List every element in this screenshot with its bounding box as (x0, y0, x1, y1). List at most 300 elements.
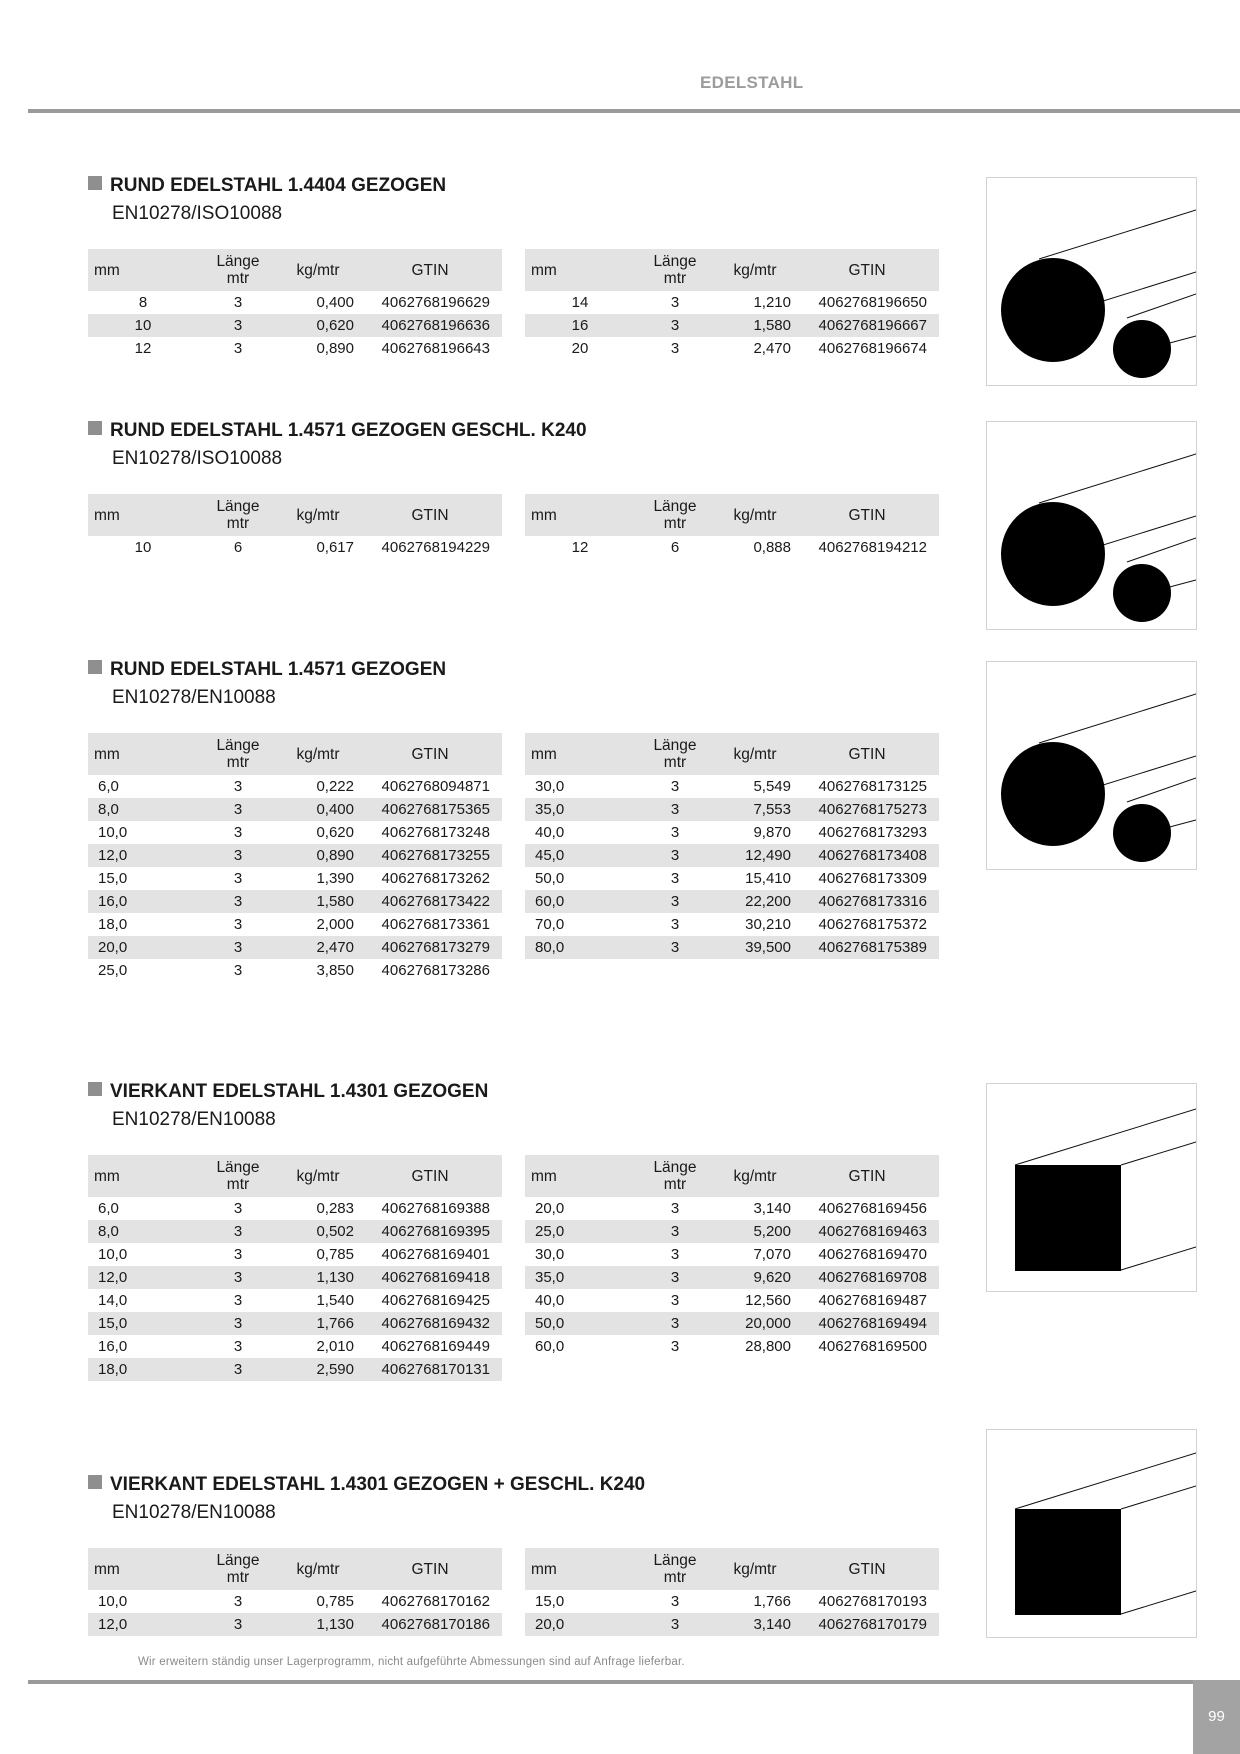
table-cell: 0,283 (316, 1200, 354, 1217)
table-cell: 15,0 (88, 1312, 198, 1335)
table-row (88, 844, 502, 867)
table-row (88, 890, 502, 913)
header-laenge-text: Länge mtr (216, 498, 260, 532)
table-cell: 2,590 (278, 1358, 358, 1381)
table-cell: 4062768169425 (381, 1292, 490, 1309)
section-title (88, 420, 587, 442)
table-cell: 10,0 (98, 1246, 128, 1263)
table-cell: 1,766 (753, 1593, 791, 1610)
table-cell: 12,0 (88, 1613, 198, 1636)
table-cell: 3 (198, 936, 278, 959)
table-row (525, 798, 939, 821)
table-cell: 4062768169418 (358, 1266, 502, 1289)
header-laenge (198, 494, 278, 536)
header-laenge (198, 1155, 278, 1197)
table-cell: 3 (670, 1200, 680, 1217)
header-mm: mm (88, 494, 198, 536)
table-cell: 12,560 (745, 1292, 791, 1309)
table-cell: 4062768196667 (795, 314, 939, 337)
header-laenge-text: Länge mtr (216, 253, 260, 287)
table-cell: 0,890 (316, 340, 354, 357)
table-cell: 3 (198, 798, 278, 821)
table-cell: 0,222 (316, 778, 354, 795)
table-cell: 45,0 (525, 844, 635, 867)
table-cell: 4062768094871 (381, 778, 490, 795)
table-header-row (88, 249, 502, 291)
table-cell: 4062768173293 (818, 824, 927, 841)
table-cell: 20,0 (88, 936, 198, 959)
section-title-text: RUND EDELSTAHL 1.4571 GEZOGEN GESCHL. K240 (110, 420, 587, 441)
table-row (88, 936, 502, 959)
section-title (88, 175, 446, 197)
spec-table-left (88, 249, 502, 360)
table-cell: 3 (670, 1593, 680, 1610)
table-row (525, 890, 939, 913)
table-cell: 50,0 (525, 1312, 635, 1335)
header-laenge (198, 733, 278, 775)
table-cell: 4062768173125 (818, 778, 927, 795)
table-row (88, 959, 502, 982)
table-cell: 4062768169463 (795, 1220, 939, 1243)
table-cell: 4062768169470 (818, 1246, 927, 1263)
page-number: 99 (1193, 1680, 1240, 1754)
table-cell: 4062768173316 (795, 890, 939, 913)
table-cell: 70,0 (535, 916, 565, 933)
header-laenge-text: Länge mtr (653, 1159, 697, 1193)
table-cell: 16 (525, 314, 635, 337)
table-cell: 35,0 (525, 1266, 635, 1289)
round-bar-illustration (986, 421, 1197, 630)
table-cell: 60,0 (535, 1338, 565, 1355)
table-cell: 4062768169401 (381, 1246, 490, 1263)
table-cell: 3 (198, 1312, 278, 1335)
square-bullet-icon (88, 176, 102, 190)
header-gtin: GTIN (795, 1548, 939, 1590)
table-header-row (88, 1548, 502, 1590)
table-cell: 3 (635, 844, 715, 867)
header-kg-mtr: kg/mtr (715, 1155, 795, 1197)
table-cell: 3 (198, 1358, 278, 1381)
table-cell: 10,0 (98, 1593, 128, 1610)
table-cell: 5,549 (753, 778, 791, 795)
table-row (88, 1335, 502, 1358)
table-cell: 8 (138, 294, 148, 311)
spec-table-left (88, 733, 502, 982)
table-cell: 20,0 (535, 1200, 565, 1217)
section-title-text: VIERKANT EDELSTAHL 1.4301 GEZOGEN + GESCHL. K240 (110, 1474, 646, 1495)
header-laenge (635, 1548, 715, 1590)
table-cell: 18,0 (88, 1358, 198, 1381)
square-bullet-icon (88, 1082, 102, 1096)
footer-note: Wir erweitern ständig unser Lagerprogramm, nicht aufgeführte Abmessungen sind auf Anfrage lieferbar. (138, 1656, 685, 1668)
table-cell: 6,0 (98, 1200, 119, 1217)
header-kg-mtr: kg/mtr (715, 733, 795, 775)
table-cell: 3 (233, 916, 243, 933)
table-row (525, 775, 939, 798)
table-cell: 4062768169432 (358, 1312, 502, 1335)
table-cell: 20,000 (715, 1312, 795, 1335)
table-cell: 4062768169494 (795, 1312, 939, 1335)
spec-table-right (525, 249, 939, 360)
table-row (88, 821, 502, 844)
table-row (88, 1312, 502, 1335)
table-cell: 0,617 (316, 539, 354, 556)
square-bullet-icon (88, 660, 102, 674)
table-row (525, 1335, 939, 1358)
section-title-text: VIERKANT EDELSTAHL 1.4301 GEZOGEN (110, 1081, 489, 1102)
header-gtin: GTIN (795, 249, 939, 291)
table-cell: 3 (635, 1220, 715, 1243)
table-cell: 0,890 (278, 844, 358, 867)
table-cell: 25,0 (98, 962, 128, 979)
header-kg-mtr: kg/mtr (278, 249, 358, 291)
header-gtin: GTIN (795, 733, 939, 775)
spec-table-left (88, 494, 502, 559)
table-cell: 35,0 (525, 798, 635, 821)
table-cell: 3 (635, 798, 715, 821)
round-bar-illustration (986, 177, 1197, 386)
table-cell: 4062768196643 (381, 340, 490, 357)
table-cell: 4062768169487 (818, 1292, 927, 1309)
header-mm: mm (88, 733, 198, 775)
header-mm: mm (525, 494, 635, 536)
table-cell: 2,010 (316, 1338, 354, 1355)
table-cell: 1,580 (715, 314, 795, 337)
header-divider (28, 109, 1240, 113)
table-row (525, 1197, 939, 1220)
section-subtitle: EN10278/EN10088 (112, 1109, 276, 1130)
table-cell: 4062768173408 (795, 844, 939, 867)
table-cell: 2,000 (316, 916, 354, 933)
table-cell: 3 (670, 916, 680, 933)
table-cell: 3 (198, 1613, 278, 1636)
square-bar-illustration (986, 1083, 1197, 1292)
table-cell: 4062768170162 (381, 1593, 490, 1610)
table-cell: 12,490 (715, 844, 795, 867)
header-laenge (635, 249, 715, 291)
header-gtin: GTIN (358, 1155, 502, 1197)
table-cell: 12,0 (88, 1266, 198, 1289)
section-title (88, 1474, 645, 1496)
table-cell: 10 (88, 314, 198, 337)
table-row (88, 1266, 502, 1289)
table-cell: 4062768169449 (381, 1338, 490, 1355)
table-cell: 3,850 (316, 962, 354, 979)
header-laenge-text: Länge mtr (653, 737, 697, 771)
square-bar-icon (987, 1430, 1196, 1637)
round-bar-icon (987, 178, 1196, 385)
table-cell: 4062768170131 (358, 1358, 502, 1381)
table-cell: 4062768196674 (818, 340, 927, 357)
table-row (525, 844, 939, 867)
table-row (88, 314, 502, 337)
table-row (525, 1613, 939, 1636)
table-cell: 3 (198, 314, 278, 337)
table-cell: 3 (670, 870, 680, 887)
header-mm: mm (88, 249, 198, 291)
table-cell: 3 (670, 1292, 680, 1309)
table-row (525, 936, 939, 959)
table-cell: 39,500 (715, 936, 795, 959)
table-cell: 20 (571, 340, 589, 357)
header-kg-mtr: kg/mtr (278, 1155, 358, 1197)
table-cell: 8,0 (88, 798, 198, 821)
table-cell: 28,800 (745, 1338, 791, 1355)
table-cell: 3 (233, 824, 243, 841)
table-row (525, 913, 939, 936)
table-cell: 1,540 (316, 1292, 354, 1309)
table-header-row (88, 733, 502, 775)
table-cell: 4062768173309 (818, 870, 927, 887)
table-cell: 3 (670, 1338, 680, 1355)
table-cell: 4062768170179 (795, 1613, 939, 1636)
table-row (525, 1312, 939, 1335)
header-mm: mm (88, 1548, 198, 1590)
table-cell: 3 (233, 1338, 243, 1355)
table-cell: 18,0 (98, 916, 128, 933)
table-cell: 0,502 (278, 1220, 358, 1243)
table-cell: 8,0 (88, 1220, 198, 1243)
header-gtin: GTIN (358, 249, 502, 291)
table-cell: 14,0 (98, 1292, 128, 1309)
table-cell: 3 (670, 340, 680, 357)
header-kg-mtr: kg/mtr (278, 733, 358, 775)
table-cell: 3 (233, 1246, 243, 1263)
table-cell: 4062768196636 (358, 314, 502, 337)
table-cell: 7,070 (753, 1246, 791, 1263)
header-mm: mm (525, 733, 635, 775)
table-cell: 6,0 (98, 778, 119, 795)
table-cell: 3 (233, 962, 243, 979)
table-cell: 15,0 (535, 1593, 565, 1610)
header-kg-mtr: kg/mtr (715, 494, 795, 536)
table-header-row (525, 1155, 939, 1197)
table-cell: 4062768194229 (381, 539, 490, 556)
spec-table-left (88, 1548, 502, 1636)
header-mm: mm (525, 1155, 635, 1197)
table-row (88, 536, 502, 559)
table-cell: 4062768175389 (795, 936, 939, 959)
table-cell: 4062768170186 (358, 1613, 502, 1636)
table-cell: 1,390 (316, 870, 354, 887)
section-title (88, 659, 446, 681)
table-cell: 4062768173279 (358, 936, 502, 959)
table-row (88, 1590, 502, 1613)
table-row (88, 291, 502, 314)
table-cell: 0,620 (316, 824, 354, 841)
table-row (525, 1220, 939, 1243)
table-row (525, 1590, 939, 1613)
header-laenge-text: Länge mtr (216, 1552, 260, 1586)
table-cell: 12 (571, 539, 589, 556)
table-cell: 20,0 (525, 1613, 635, 1636)
table-cell: 40,0 (535, 824, 565, 841)
table-cell: 15,0 (98, 870, 128, 887)
table-cell: 3 (670, 294, 680, 311)
table-cell: 15,410 (745, 870, 791, 887)
table-row (525, 536, 939, 559)
table-cell: 10 (134, 539, 152, 556)
page-header-title: EDELSTAHL (700, 73, 804, 92)
table-cell: 3 (233, 1200, 243, 1217)
spec-table-right (525, 494, 939, 559)
table-cell: 4062768173262 (381, 870, 490, 887)
table-row (88, 1289, 502, 1312)
section-subtitle: EN10278/ISO10088 (112, 448, 283, 469)
table-cell: 3 (635, 936, 715, 959)
table-cell: 6 (233, 539, 243, 556)
table-row (525, 1289, 939, 1312)
table-cell: 50,0 (535, 870, 565, 887)
table-cell: 3 (670, 778, 680, 795)
table-row (88, 798, 502, 821)
table-cell: 3 (670, 824, 680, 841)
table-cell: 3 (198, 890, 278, 913)
table-cell: 3 (670, 1246, 680, 1263)
table-row (525, 337, 939, 360)
header-laenge-text: Länge mtr (216, 1159, 260, 1193)
table-row (88, 1613, 502, 1636)
table-cell: 4062768173361 (381, 916, 490, 933)
table-cell: 4062768196629 (381, 294, 490, 311)
table-cell: 9,620 (715, 1266, 795, 1289)
table-cell: 4062768169500 (818, 1338, 927, 1355)
header-kg-mtr: kg/mtr (715, 249, 795, 291)
table-cell: 4062768194212 (818, 539, 927, 556)
table-cell: 4062768175372 (818, 916, 927, 933)
table-cell: 3 (198, 1220, 278, 1243)
table-cell: 3 (635, 890, 715, 913)
header-mm: mm (88, 1155, 198, 1197)
table-row (88, 337, 502, 360)
header-laenge (635, 733, 715, 775)
table-cell: 3 (233, 294, 243, 311)
table-cell: 3,140 (753, 1200, 791, 1217)
header-gtin: GTIN (795, 494, 939, 536)
table-cell: 4062768173422 (358, 890, 502, 913)
table-cell: 0,785 (316, 1246, 354, 1263)
table-cell: 3 (635, 1613, 715, 1636)
table-header-row (88, 1155, 502, 1197)
spec-table-right (525, 733, 939, 959)
table-cell: 0,400 (316, 294, 354, 311)
table-cell: 1,130 (278, 1266, 358, 1289)
header-laenge (635, 494, 715, 536)
table-cell: 3 (233, 1593, 243, 1610)
table-cell: 3 (198, 1266, 278, 1289)
header-laenge (198, 249, 278, 291)
header-kg-mtr: kg/mtr (715, 1548, 795, 1590)
square-bar-icon (987, 1084, 1196, 1291)
round-bar-icon (987, 662, 1196, 869)
table-cell: 2,470 (278, 936, 358, 959)
table-cell: 30,210 (745, 916, 791, 933)
table-cell: 30,0 (535, 778, 565, 795)
table-header-row (525, 249, 939, 291)
table-row (525, 1243, 939, 1266)
table-cell: 4062768169388 (381, 1200, 490, 1217)
section-subtitle: EN10278/EN10088 (112, 687, 276, 708)
header-gtin: GTIN (795, 1155, 939, 1197)
table-row (525, 821, 939, 844)
section-subtitle: EN10278/ISO10088 (112, 203, 283, 224)
table-cell: 12 (134, 340, 152, 357)
header-kg-mtr: kg/mtr (278, 494, 358, 536)
table-cell: 0,400 (278, 798, 358, 821)
table-row (88, 1197, 502, 1220)
section-title-text: RUND EDELSTAHL 1.4404 GEZOGEN (110, 175, 447, 196)
header-kg-mtr: kg/mtr (278, 1548, 358, 1590)
header-laenge (198, 1548, 278, 1590)
table-cell: 22,200 (715, 890, 795, 913)
table-row (525, 291, 939, 314)
table-cell: 12,0 (88, 844, 198, 867)
table-cell: 4062768173286 (381, 962, 490, 979)
table-cell: 40,0 (535, 1292, 565, 1309)
square-bullet-icon (88, 421, 102, 435)
square-bar-illustration (986, 1429, 1197, 1638)
table-cell: 4062768173255 (358, 844, 502, 867)
table-cell: 4062768196650 (818, 294, 927, 311)
square-bullet-icon (88, 1475, 102, 1489)
header-mm: mm (525, 249, 635, 291)
header-gtin: GTIN (358, 494, 502, 536)
table-cell: 10,0 (98, 824, 128, 841)
header-mm: mm (525, 1548, 635, 1590)
header-gtin: GTIN (358, 1548, 502, 1590)
table-header-row (525, 494, 939, 536)
table-row (525, 1266, 939, 1289)
table-cell: 7,553 (715, 798, 795, 821)
header-laenge-text: Länge mtr (216, 737, 260, 771)
table-cell: 80,0 (525, 936, 635, 959)
table-cell: 4062768169708 (795, 1266, 939, 1289)
table-cell: 1,580 (278, 890, 358, 913)
table-cell: 3 (635, 1312, 715, 1335)
table-cell: 3 (198, 844, 278, 867)
table-row (88, 867, 502, 890)
table-cell: 0,785 (316, 1593, 354, 1610)
footer-divider (28, 1680, 1193, 1684)
table-cell: 25,0 (525, 1220, 635, 1243)
table-cell: 9,870 (753, 824, 791, 841)
table-cell: 4062768175365 (358, 798, 502, 821)
table-cell: 30,0 (535, 1246, 565, 1263)
table-cell: 0,620 (278, 314, 358, 337)
table-cell: 6 (670, 539, 680, 556)
table-cell: 3 (233, 340, 243, 357)
table-cell: 4062768175273 (795, 798, 939, 821)
section-title (88, 1081, 488, 1103)
table-cell: 60,0 (525, 890, 635, 913)
table-row (525, 867, 939, 890)
table-cell: 16,0 (88, 890, 198, 913)
table-cell: 1,130 (278, 1613, 358, 1636)
table-cell: 3 (635, 1266, 715, 1289)
header-laenge-text: Länge mtr (653, 253, 697, 287)
spec-table-left (88, 1155, 502, 1381)
table-cell: 16,0 (98, 1338, 128, 1355)
header-laenge-text: Länge mtr (653, 498, 697, 532)
table-row (88, 775, 502, 798)
header-laenge (635, 1155, 715, 1197)
table-cell: 4062768170193 (818, 1593, 927, 1610)
table-cell: 5,200 (715, 1220, 795, 1243)
table-cell: 3 (233, 778, 243, 795)
table-header-row (88, 494, 502, 536)
table-cell: 1,766 (278, 1312, 358, 1335)
table-cell: 4062768173248 (381, 824, 490, 841)
